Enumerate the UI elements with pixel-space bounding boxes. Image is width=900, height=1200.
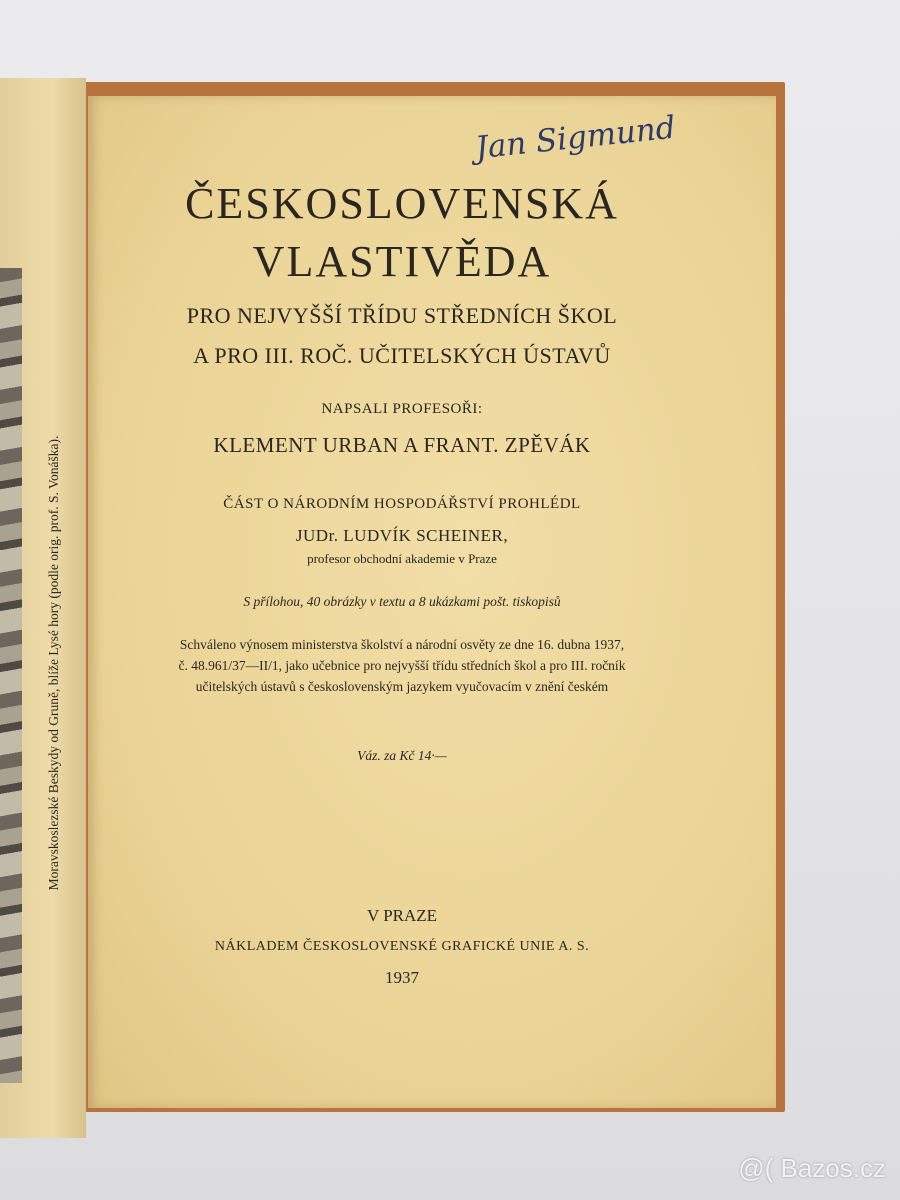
publisher: NÁKLADEM ČESKOSLOVENSKÉ GRAFICKÉ UNIE A. S. xyxy=(214,939,590,954)
authors: KLEMENT URBAN A FRANT. ZPĚVÁK xyxy=(213,433,591,457)
place: V PRAZE xyxy=(366,906,438,925)
approval-line-3: učitelských ústavů s československým jazykem vyučovacím v znění českém xyxy=(195,679,609,694)
supplement-note: S přílohou, 40 obrázky v textu a 8 ukázkami pošt. tiskopisů xyxy=(243,594,561,609)
bazos-watermark: @( Bazos.cz xyxy=(738,1153,886,1183)
approval-line-1: Schváleno výnosem ministerstva školství a národní osvěty ze dne 16. dubna 1937, xyxy=(179,637,625,652)
year: 1937 xyxy=(385,968,419,987)
reviewer: JUDr. LUDVÍK SCHEINER, xyxy=(295,526,509,545)
subtitle-line-1: PRO NEJVYŠŠÍ TŘÍDU STŘEDNÍCH ŠKOL xyxy=(186,303,618,328)
plate-caption xyxy=(34,378,74,948)
landscape-plate-image xyxy=(0,268,22,1083)
reviewer-title: profesor obchodní akademie v Praze xyxy=(307,551,497,566)
price: Váz. za Kč 14·— xyxy=(357,748,447,763)
title-line-1: ČESKOSLOVENSKÁ xyxy=(185,179,619,228)
authors-label: NAPSALI PROFESOŘI: xyxy=(321,401,483,417)
handwritten-signature: Jan Sigmund xyxy=(473,109,678,167)
plate-caption-text: Moravskoslezské Beskydy od Gruně, blíže Lysé hory (podle orig. prof. S. Vonáška). xyxy=(46,435,61,891)
subtitle-line-2: A PRO III. ROČ. UČITELSKÝCH ÚSTAVŮ xyxy=(193,343,611,368)
title-line-2: VLASTIVĚDA xyxy=(252,237,552,286)
reviewer-label: ČÁST O NÁRODNÍM HOSPODÁŘSTVÍ PROHLÉDL xyxy=(223,496,581,512)
approval-line-2: č. 48.961/37—II/1, jako učebnice pro nejvyšší třídu středních škol a pro III. ročník xyxy=(178,658,626,673)
left-page xyxy=(0,78,86,1138)
